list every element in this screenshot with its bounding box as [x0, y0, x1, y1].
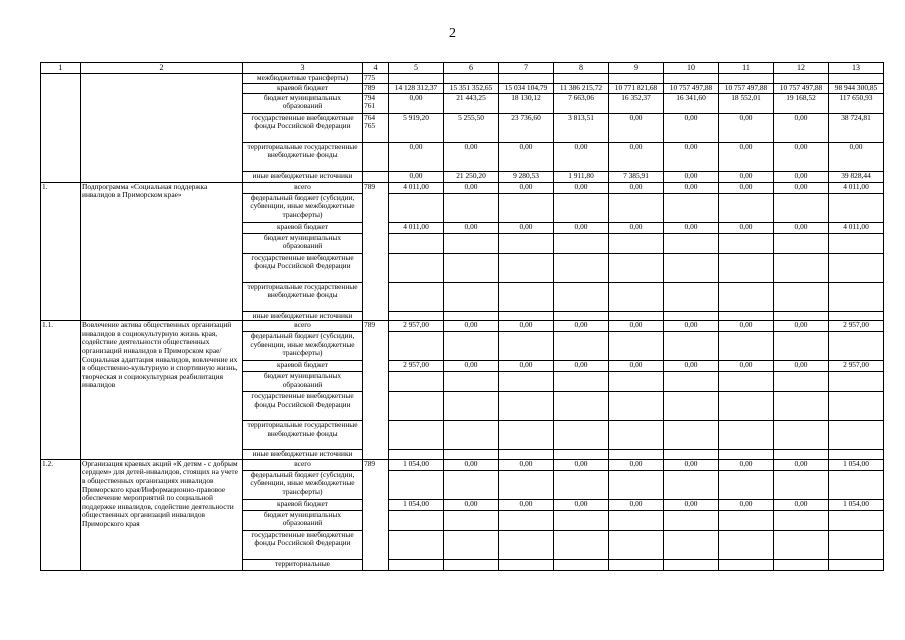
value-col-6 — [444, 311, 499, 321]
value-col-7: 9 280,53 — [499, 171, 554, 182]
value-col-11: 0,00 — [719, 361, 774, 372]
table-row — [41, 182, 884, 193]
budget-code: 789 — [363, 459, 389, 570]
value-col-10: 0,00 — [664, 361, 719, 372]
value-col-6 — [444, 282, 499, 311]
value-col-7 — [499, 510, 554, 530]
value-col-13 — [829, 253, 884, 282]
value-col-7: 0,00 — [499, 182, 554, 193]
value-col-7 — [499, 233, 554, 253]
item-name: Подпрограмма «Социальная поддержка инвалидов в Приморском крае» — [81, 182, 243, 321]
value-col-10: 0,00 — [664, 171, 719, 182]
value-col-8 — [554, 233, 609, 253]
value-col-13: 39 828,44 — [829, 171, 884, 182]
value-col-8 — [554, 74, 609, 84]
value-col-5 — [389, 559, 444, 570]
value-col-8 — [554, 332, 609, 361]
header-cell-11: 11 — [719, 63, 774, 74]
value-col-13 — [829, 470, 884, 499]
value-col-10 — [664, 559, 719, 570]
value-col-11 — [719, 421, 774, 450]
funding-source: территориальные — [243, 559, 363, 570]
header-cell-7: 7 — [499, 63, 554, 74]
value-col-5: 2 957,00 — [389, 361, 444, 372]
value-col-12: 19 168,52 — [774, 93, 829, 113]
value-col-9 — [609, 470, 664, 499]
value-col-10 — [664, 233, 719, 253]
value-col-7 — [499, 559, 554, 570]
value-col-10: 0,00 — [664, 499, 719, 510]
value-col-7 — [499, 74, 554, 84]
value-col-6 — [444, 421, 499, 450]
value-col-8 — [554, 193, 609, 222]
value-col-12: 10 757 497,88 — [774, 84, 829, 94]
table-row — [41, 459, 884, 470]
value-col-5 — [389, 311, 444, 321]
funding-source: бюджет муниципальных образований — [243, 233, 363, 253]
value-col-6: 0,00 — [444, 222, 499, 233]
value-col-5 — [389, 470, 444, 499]
value-col-12 — [774, 421, 829, 450]
value-col-10 — [664, 253, 719, 282]
funding-source: иные внебюджетные источники — [243, 171, 363, 182]
value-col-13 — [829, 559, 884, 570]
value-col-9: 0,00 — [609, 142, 664, 171]
value-col-12 — [774, 559, 829, 570]
value-col-10 — [664, 421, 719, 450]
value-col-6: 15 351 352,65 — [444, 84, 499, 94]
value-col-11: 18 552,01 — [719, 93, 774, 113]
value-col-7 — [499, 450, 554, 460]
value-col-13 — [829, 372, 884, 392]
value-col-7: 0,00 — [499, 142, 554, 171]
item-number — [41, 74, 81, 183]
value-col-6 — [444, 559, 499, 570]
value-col-7: 0,00 — [499, 222, 554, 233]
value-col-5 — [389, 450, 444, 460]
value-col-10 — [664, 392, 719, 421]
funding-source: федеральный бюджет (субсидии, субвенции, иные межбюджетные трансферты) — [243, 470, 363, 499]
value-col-13: 1 054,00 — [829, 499, 884, 510]
value-col-7 — [499, 253, 554, 282]
value-col-12 — [774, 392, 829, 421]
value-col-12 — [774, 470, 829, 499]
value-col-9: 0,00 — [609, 361, 664, 372]
value-col-5 — [389, 372, 444, 392]
table-row — [41, 321, 884, 332]
item-number: 1.1. — [41, 321, 81, 460]
header-cell-6: 6 — [444, 63, 499, 74]
value-col-5 — [389, 530, 444, 559]
funding-source: иные внебюджетные источники — [243, 311, 363, 321]
value-col-10 — [664, 311, 719, 321]
value-col-13: 4 011,00 — [829, 222, 884, 233]
value-col-12: 0,00 — [774, 459, 829, 470]
value-col-11: 0,00 — [719, 113, 774, 142]
item-name: Организация краевых акций «К детям - с добрым сердцем» для детей-инвалидов, стоящих на учете в общественных организациях инвалидов Приморского края/Информационно-правовое обеспечение мероприятий по социальной поддержке инвалидов, содействие деятельности общественных организаций инвалидов Приморского края — [81, 459, 243, 570]
value-col-9 — [609, 332, 664, 361]
value-col-9 — [609, 372, 664, 392]
value-col-6: 0,00 — [444, 361, 499, 372]
value-col-7: 0,00 — [499, 321, 554, 332]
value-col-6 — [444, 450, 499, 460]
value-col-13 — [829, 74, 884, 84]
value-col-9 — [609, 510, 664, 530]
value-col-7: 0,00 — [499, 499, 554, 510]
funding-source: бюджет муниципальных образований — [243, 372, 363, 392]
value-col-8 — [554, 510, 609, 530]
value-col-9 — [609, 450, 664, 460]
value-col-9 — [609, 193, 664, 222]
budget-code: 764 765 — [363, 113, 389, 142]
funding-source: бюджет муниципальных образований — [243, 93, 363, 113]
funding-source: государственные внебюджетные фонды Российской Федерации — [243, 392, 363, 421]
value-col-7 — [499, 372, 554, 392]
value-col-9: 0,00 — [609, 459, 664, 470]
value-col-10 — [664, 193, 719, 222]
value-col-10: 0,00 — [664, 321, 719, 332]
value-col-11 — [719, 470, 774, 499]
value-col-8 — [554, 530, 609, 559]
value-col-7 — [499, 470, 554, 499]
funding-source: всего — [243, 321, 363, 332]
value-col-10: 0,00 — [664, 113, 719, 142]
funding-source: бюджет муниципальных образований — [243, 510, 363, 530]
header-cell-5: 5 — [389, 63, 444, 74]
value-col-6 — [444, 510, 499, 530]
value-col-11: 0,00 — [719, 459, 774, 470]
value-col-10: 16 341,60 — [664, 93, 719, 113]
value-col-9 — [609, 311, 664, 321]
value-col-5 — [389, 332, 444, 361]
value-col-11: 0,00 — [719, 222, 774, 233]
value-col-9: 7 385,91 — [609, 171, 664, 182]
value-col-8: 0,00 — [554, 222, 609, 233]
value-col-6: 0,00 — [444, 321, 499, 332]
value-col-12: 0,00 — [774, 171, 829, 182]
value-col-5 — [389, 510, 444, 530]
value-col-9: 0,00 — [609, 499, 664, 510]
value-col-13 — [829, 311, 884, 321]
value-col-11: 0,00 — [719, 142, 774, 171]
value-col-12 — [774, 74, 829, 84]
value-col-11: 0,00 — [719, 499, 774, 510]
value-col-8 — [554, 421, 609, 450]
value-col-10 — [664, 282, 719, 311]
value-col-6 — [444, 332, 499, 361]
value-col-12 — [774, 510, 829, 530]
value-col-13: 38 724,81 — [829, 113, 884, 142]
value-col-10 — [664, 470, 719, 499]
value-col-5 — [389, 253, 444, 282]
value-col-6: 5 255,50 — [444, 113, 499, 142]
value-col-10 — [664, 372, 719, 392]
item-number: 1.2. — [41, 459, 81, 570]
value-col-7: 18 130,12 — [499, 93, 554, 113]
value-col-8 — [554, 282, 609, 311]
value-col-8: 0,00 — [554, 459, 609, 470]
value-col-11: 0,00 — [719, 182, 774, 193]
value-col-5: 14 128 312,37 — [389, 84, 444, 94]
value-col-5 — [389, 282, 444, 311]
value-col-9: 10 771 821,68 — [609, 84, 664, 94]
value-col-13 — [829, 193, 884, 222]
funding-source: всего — [243, 182, 363, 193]
value-col-8 — [554, 253, 609, 282]
value-col-6 — [444, 372, 499, 392]
header-cell-10: 10 — [664, 63, 719, 74]
value-col-7 — [499, 392, 554, 421]
value-col-6 — [444, 193, 499, 222]
value-col-10: 0,00 — [664, 459, 719, 470]
value-col-11 — [719, 193, 774, 222]
value-col-11 — [719, 253, 774, 282]
value-col-6 — [444, 470, 499, 499]
value-col-7 — [499, 311, 554, 321]
page-number: 2 — [449, 26, 456, 41]
value-col-6: 0,00 — [444, 459, 499, 470]
value-col-7 — [499, 193, 554, 222]
funding-source: краевой бюджет — [243, 499, 363, 510]
value-col-12 — [774, 450, 829, 460]
value-col-13 — [829, 233, 884, 253]
value-col-11 — [719, 530, 774, 559]
funding-source: территориальные государственные внебюджетные фонды — [243, 421, 363, 450]
funding-source: федеральный бюджет (субсидии, субвенции, иные межбюджетные трансферты) — [243, 193, 363, 222]
value-col-8: 1 911,80 — [554, 171, 609, 182]
item-name: Вовлечение актива общественных организаций инвалидов в социокультурную жизнь края, содействие деятельности общественных организаций инвалидов в Приморском крае/ Социальная адаптация инвалидов, вовлечение их в общественно-культурную и спортивную жизнь, творческая и социокультурная реабилитация инвалидов — [81, 321, 243, 460]
value-col-11: 10 757 497,88 — [719, 84, 774, 94]
budget-code: 794 761 — [363, 93, 389, 113]
header-cell-8: 8 — [554, 63, 609, 74]
value-col-8 — [554, 372, 609, 392]
value-col-6 — [444, 233, 499, 253]
value-col-10: 0,00 — [664, 222, 719, 233]
funding-source: краевой бюджет — [243, 361, 363, 372]
value-col-7 — [499, 282, 554, 311]
value-col-6 — [444, 530, 499, 559]
budget-code: 789 — [363, 84, 389, 94]
value-col-12 — [774, 311, 829, 321]
value-col-12: 0,00 — [774, 499, 829, 510]
value-col-6: 0,00 — [444, 499, 499, 510]
value-col-12: 0,00 — [774, 222, 829, 233]
value-col-5 — [389, 421, 444, 450]
value-col-5 — [389, 392, 444, 421]
value-col-5: 0,00 — [389, 171, 444, 182]
value-col-7 — [499, 332, 554, 361]
value-col-8: 11 386 215,72 — [554, 84, 609, 94]
value-col-9 — [609, 530, 664, 559]
value-col-6: 21 250,20 — [444, 171, 499, 182]
value-col-13: 4 011,00 — [829, 182, 884, 193]
value-col-13: 98 944 300,85 — [829, 84, 884, 94]
value-col-13 — [829, 450, 884, 460]
header-cell-12: 12 — [774, 63, 829, 74]
value-col-6: 0,00 — [444, 182, 499, 193]
value-col-13: 117 650,93 — [829, 93, 884, 113]
funding-source: краевой бюджет — [243, 84, 363, 94]
value-col-13 — [829, 332, 884, 361]
funding-source: иные внебюджетные источники — [243, 450, 363, 460]
value-col-8: 0,00 — [554, 361, 609, 372]
value-col-10 — [664, 332, 719, 361]
value-col-13 — [829, 510, 884, 530]
value-col-12 — [774, 530, 829, 559]
funding-source: краевой бюджет — [243, 222, 363, 233]
value-col-9: 0,00 — [609, 321, 664, 332]
value-col-6: 21 443,25 — [444, 93, 499, 113]
value-col-12: 0,00 — [774, 142, 829, 171]
value-col-11 — [719, 332, 774, 361]
value-col-10: 10 757 497,88 — [664, 84, 719, 94]
value-col-12: 0,00 — [774, 321, 829, 332]
value-col-12: 0,00 — [774, 113, 829, 142]
value-col-7 — [499, 421, 554, 450]
value-col-6: 0,00 — [444, 142, 499, 171]
item-number: 1. — [41, 182, 81, 321]
budget-code — [363, 142, 389, 171]
value-col-5: 4 011,00 — [389, 182, 444, 193]
value-col-9 — [609, 559, 664, 570]
value-col-6 — [444, 392, 499, 421]
item-name — [81, 74, 243, 183]
value-col-12 — [774, 233, 829, 253]
value-col-9 — [609, 233, 664, 253]
value-col-12 — [774, 253, 829, 282]
value-col-5 — [389, 74, 444, 84]
value-col-7: 0,00 — [499, 361, 554, 372]
value-col-9 — [609, 421, 664, 450]
value-col-11 — [719, 311, 774, 321]
value-col-6 — [444, 253, 499, 282]
value-col-7: 23 736,60 — [499, 113, 554, 142]
value-col-12: 0,00 — [774, 361, 829, 372]
value-col-5: 0,00 — [389, 142, 444, 171]
funding-source: государственные внебюджетные фонды Российской Федерации — [243, 113, 363, 142]
value-col-8 — [554, 450, 609, 460]
value-col-13: 0,00 — [829, 142, 884, 171]
value-col-12: 0,00 — [774, 182, 829, 193]
value-col-8 — [554, 559, 609, 570]
value-col-9 — [609, 282, 664, 311]
value-col-8 — [554, 311, 609, 321]
header-cell-9: 9 — [609, 63, 664, 74]
header-row — [41, 63, 884, 74]
value-col-5: 4 011,00 — [389, 222, 444, 233]
value-col-5 — [389, 233, 444, 253]
value-col-6 — [444, 74, 499, 84]
value-col-8: 0,00 — [554, 142, 609, 171]
value-col-10: 0,00 — [664, 182, 719, 193]
value-col-5: 0,00 — [389, 93, 444, 113]
value-col-8: 0,00 — [554, 182, 609, 193]
value-col-13 — [829, 421, 884, 450]
funding-source: государственные внебюджетные фонды Российской Федерации — [243, 253, 363, 282]
funding-source: территориальные государственные внебюджетные фонды — [243, 142, 363, 171]
value-col-10 — [664, 450, 719, 460]
header-cell-13: 13 — [829, 63, 884, 74]
value-col-8 — [554, 470, 609, 499]
value-col-8: 3 813,51 — [554, 113, 609, 142]
value-col-12 — [774, 372, 829, 392]
funding-source: всего — [243, 459, 363, 470]
value-col-13: 1 054,00 — [829, 459, 884, 470]
header-cell-2: 2 — [81, 63, 243, 74]
value-col-13 — [829, 530, 884, 559]
value-col-13 — [829, 282, 884, 311]
value-col-11 — [719, 559, 774, 570]
value-col-9: 0,00 — [609, 182, 664, 193]
value-col-8: 7 663,06 — [554, 93, 609, 113]
value-col-11 — [719, 282, 774, 311]
value-col-11: 0,00 — [719, 321, 774, 332]
budget-code: 775 — [363, 74, 389, 84]
funding-source: федеральный бюджет (субсидии, субвенции, иные межбюджетные трансферты) — [243, 332, 363, 361]
value-col-7: 0,00 — [499, 459, 554, 470]
value-col-5: 1 054,00 — [389, 459, 444, 470]
header-cell-3: 3 — [243, 63, 363, 74]
table-row — [41, 74, 884, 84]
value-col-7 — [499, 530, 554, 559]
budget-table — [40, 62, 884, 571]
value-col-8 — [554, 392, 609, 421]
value-col-9: 0,00 — [609, 113, 664, 142]
value-col-8: 0,00 — [554, 499, 609, 510]
value-col-5: 5 919,20 — [389, 113, 444, 142]
value-col-9: 16 352,37 — [609, 93, 664, 113]
value-col-11: 0,00 — [719, 171, 774, 182]
value-col-7: 15 034 104,79 — [499, 84, 554, 94]
value-col-10: 0,00 — [664, 142, 719, 171]
value-col-13: 2 957,00 — [829, 321, 884, 332]
budget-code: 789 — [363, 182, 389, 321]
value-col-9: 0,00 — [609, 222, 664, 233]
value-col-11 — [719, 74, 774, 84]
value-col-12 — [774, 193, 829, 222]
value-col-10 — [664, 74, 719, 84]
funding-source: территориальные государственные внебюджетные фонды — [243, 282, 363, 311]
value-col-9 — [609, 253, 664, 282]
value-col-11 — [719, 372, 774, 392]
value-col-12 — [774, 282, 829, 311]
value-col-11 — [719, 510, 774, 530]
value-col-8: 0,00 — [554, 321, 609, 332]
value-col-13: 2 957,00 — [829, 361, 884, 372]
value-col-12 — [774, 332, 829, 361]
header-cell-1: 1 — [41, 63, 81, 74]
value-col-11 — [719, 450, 774, 460]
funding-source: межбюджетные трансферты) — [243, 74, 363, 84]
value-col-5: 2 957,00 — [389, 321, 444, 332]
value-col-5: 1 054,00 — [389, 499, 444, 510]
value-col-9 — [609, 74, 664, 84]
value-col-5 — [389, 193, 444, 222]
value-col-11 — [719, 392, 774, 421]
value-col-13 — [829, 392, 884, 421]
value-col-11 — [719, 233, 774, 253]
value-col-10 — [664, 510, 719, 530]
budget-code: 789 — [363, 321, 389, 460]
value-col-10 — [664, 530, 719, 559]
header-cell-4: 4 — [363, 63, 389, 74]
budget-code — [363, 171, 389, 182]
funding-source: государственные внебюджетные фонды Российской Федерации — [243, 530, 363, 559]
value-col-9 — [609, 392, 664, 421]
